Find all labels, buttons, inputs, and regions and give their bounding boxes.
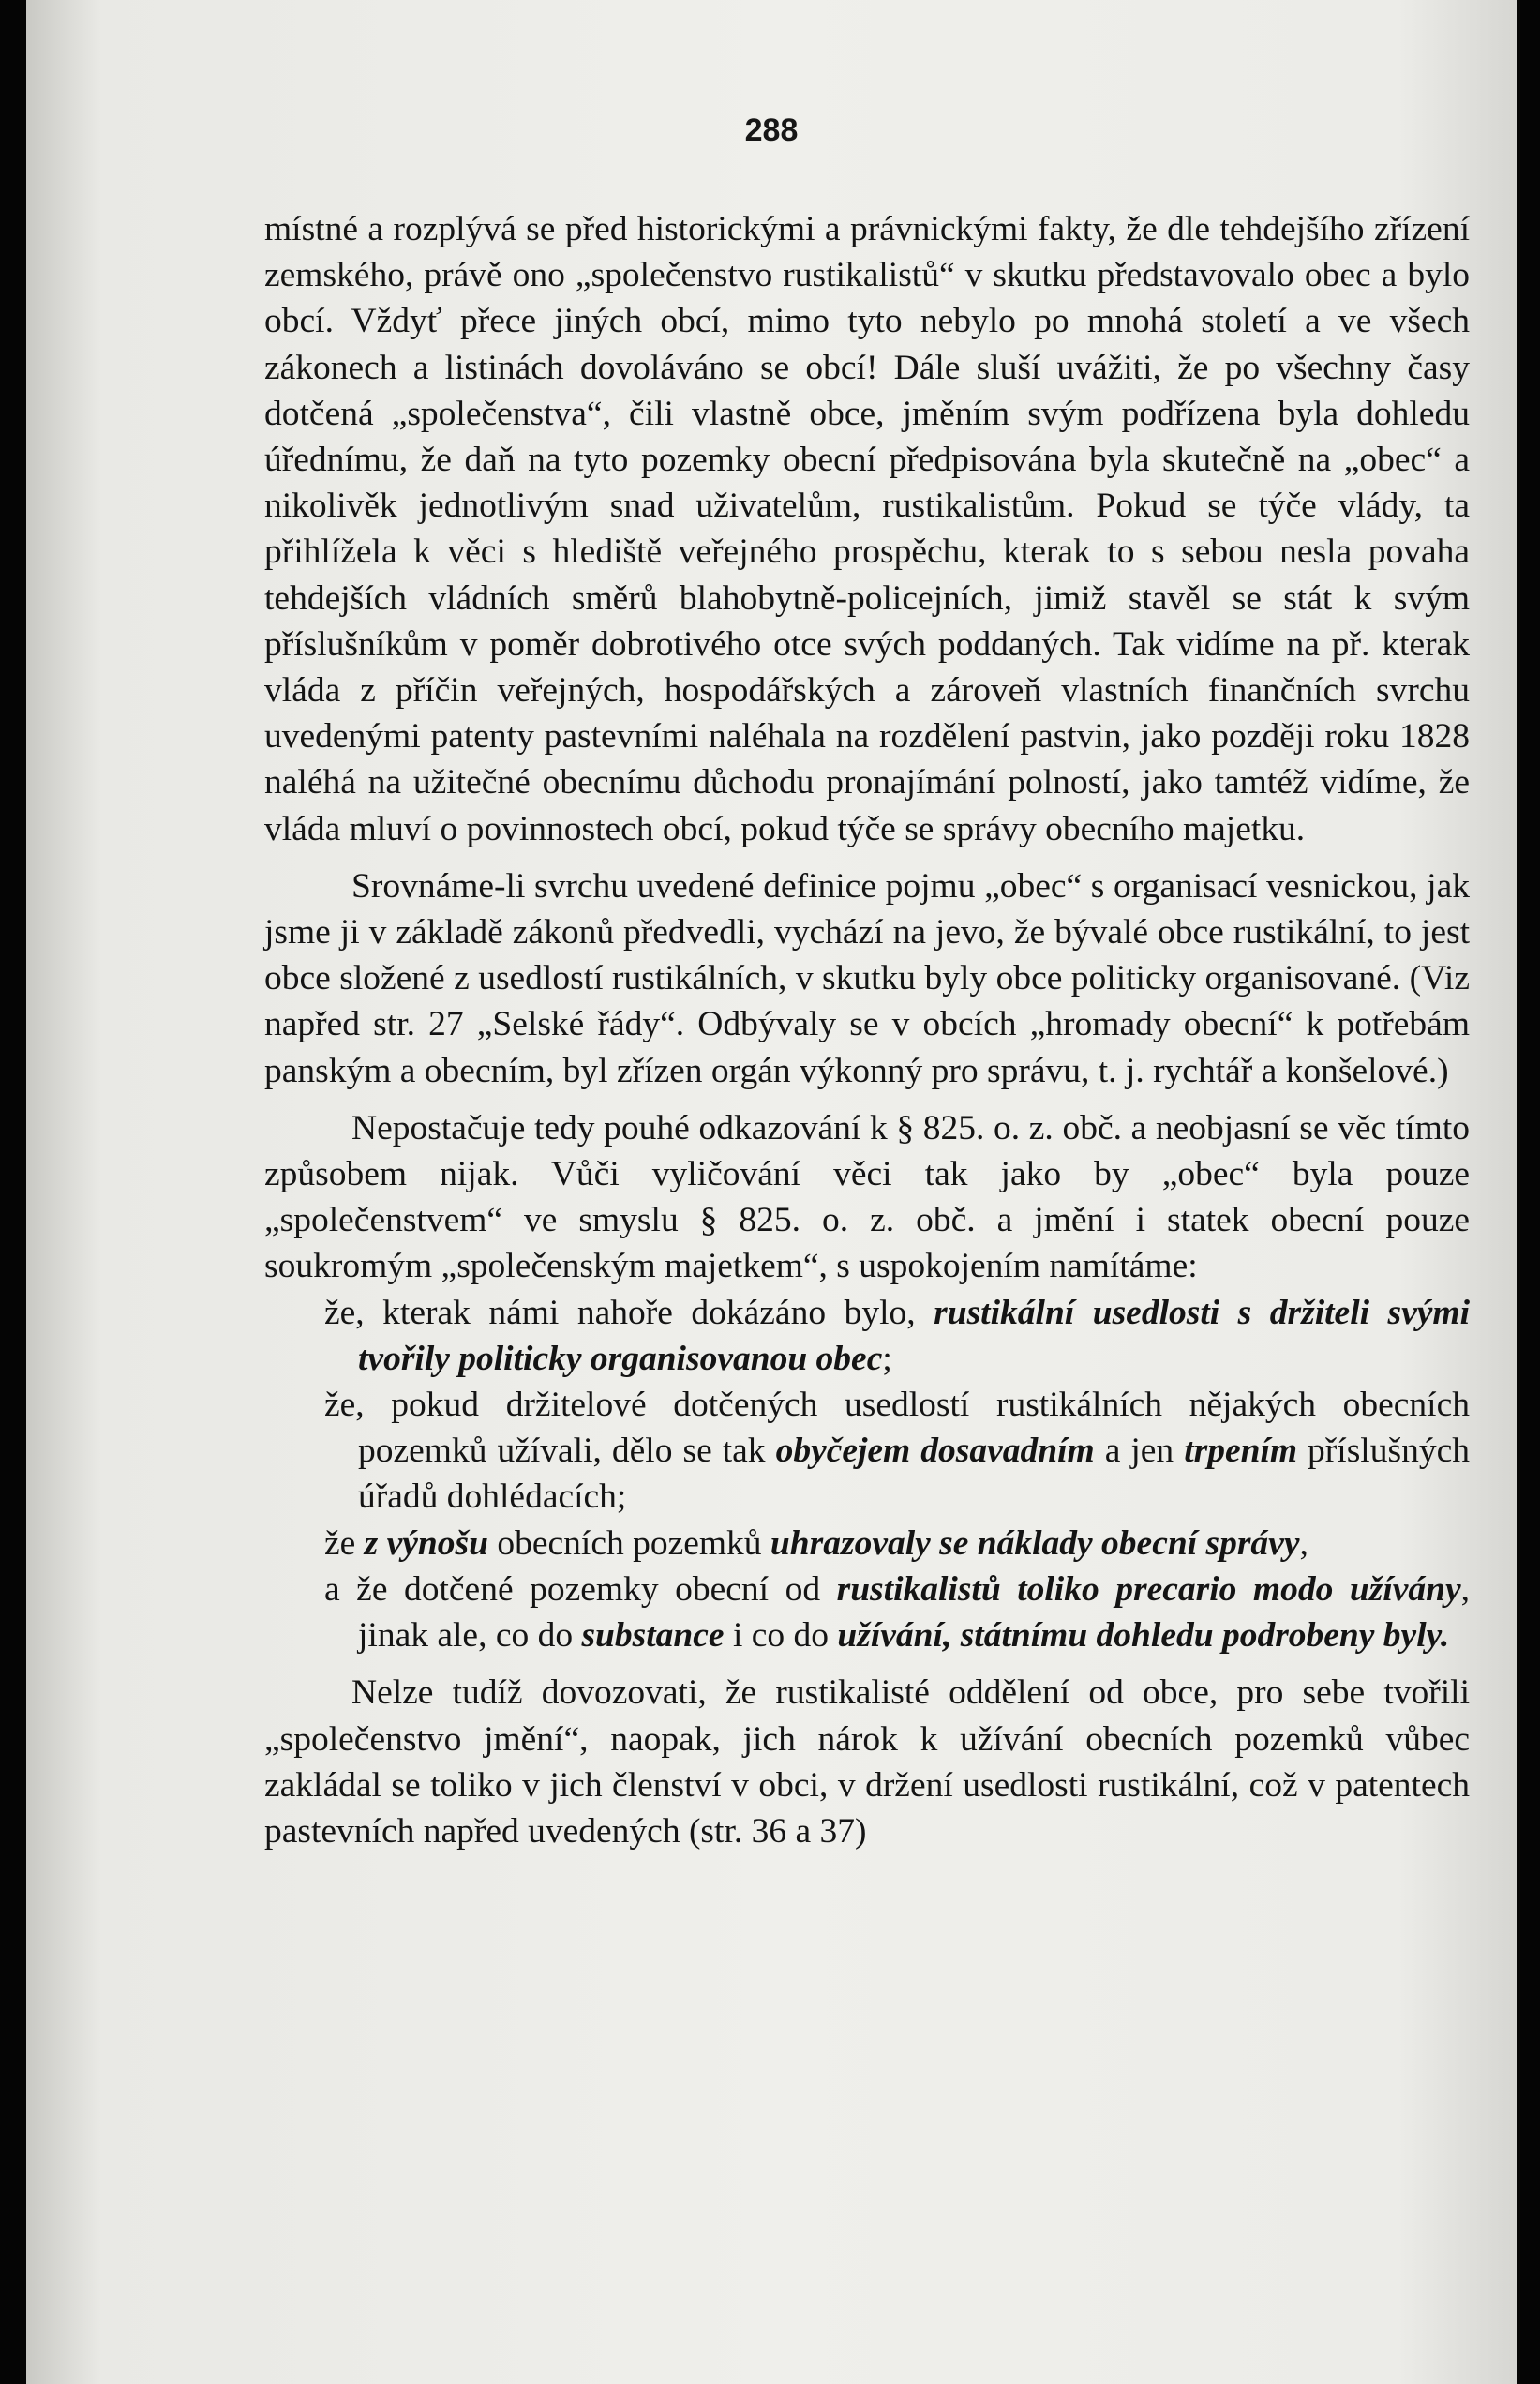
paragraph-4: Nelze tudíž dovozovati, že rustikalisté oddělení od obce, pro sebe tvořili „společenstvo jmění“, naopak, jich nárok k užívání obecních pozemků vůbec zakládal se toliko v jich členství v obci, v držení usedlosti rustikální, což v patentech pastevních napřed uvedených (str. 36 a 37) [264, 1673, 1470, 1851]
list-item: že, kterak námi nahoře dokázáno bylo, rustikální usedlosti s držiteli svými tvořily politicky organisovanou obec; [324, 1293, 1471, 1378]
paragraph-2: Srovnáme-li svrchu uvedené definice pojmu „obec“ s organisací vesnickou, jak jsme ji v základě zákonů předvedli, vychází na jevo, že bývalé obce rustikální, to jest obce složené z usedlostí rustikálních, v skutku byly obce politicky organisované. (Viz napřed str. 27 „Selské řády“. Odbývaly se v obcích „hromady obecní“ k potřebám panským a obecním, byl zřízen orgán výkonný pro správu, t. j. rychtář a konšelové.) [264, 866, 1470, 1090]
book-page [26, 0, 1517, 2384]
page-number: 288 [744, 112, 799, 148]
list-item: a že dotčené pozemky obecní od rustikalistů toliko precario modo užívány, jinak ale, co do substance i co do užívání, státnímu dohledu podrobeny byly. [324, 1569, 1471, 1656]
list-item: že z výnošu obecních pozemků uhrazovaly se náklady obecní správy, [324, 1523, 1308, 1563]
list-item: že, pokud držitelové dotčených usedlostí rustikálních nějakých obecních pozemků užívali, dělo se tak obyčejem dosavadním a jen trpením příslušných úřadů dohlédacích; [324, 1386, 1470, 1517]
page-body [264, 206, 1470, 1854]
objection-list [264, 1290, 1470, 1659]
paragraph-1: místné a rozplývá se před historickými a právnickými fakty, že dle tehdejšího zřízení zemského, právě ono „společenstvo rustikalistů“ v skutku představovalo obec a bylo obcí. Vždyť přece jiných obcí, mimo tyto nebylo po mnohá století a ve všech zákonech a listinách dovoláváno se obcí! Dále sluší uvážiti, že po všechny časy dotčená „společenstva“, čili vlastně obce, jměním svým podřízena byla dohledu úřednímu, že daň na tyto pozemky obecní předpisována byla skutečně na „obec“ a nikolivěk jednotlivým snad uživatelům, rustikalistům. Pokud se týče vlády, ta přihlížela k věci s hlediště veřejného prospěchu, kterak to s sebou nesla povaha tehdejších vládních směrů blahobytně-policejních, jimiž stavěl se stát k svým příslušníkům v poměr dobrotivého otce svých poddaných. Tak vidíme na př. kterak vláda z příčin veřejných, hospodářských a zároveň vlastních finančních svrchu uvedenými patenty pastevními naléhala na rozdělení pastvin, jako později roku 1828 naléhá na užitečné obecnímu důchodu pronajímání polností, jako tamtéž vidíme, že vláda mluví o povinnostech obcí, pokud týče se správy obecního majetku. [264, 210, 1470, 848]
paragraph-3: Nepostačuje tedy pouhé odkazování k § 825. o. z. obč. a neobjasní se věc tímto způsobem nijak. Vůči vyličování věci tak jako by „obec“ byla pouze „společenstvem“ ve smyslu § 825. o. z. obč. a jmění i statek obecní pouze soukromým „společenským majetkem“, s uspokojením namítáme: [264, 1108, 1470, 1286]
